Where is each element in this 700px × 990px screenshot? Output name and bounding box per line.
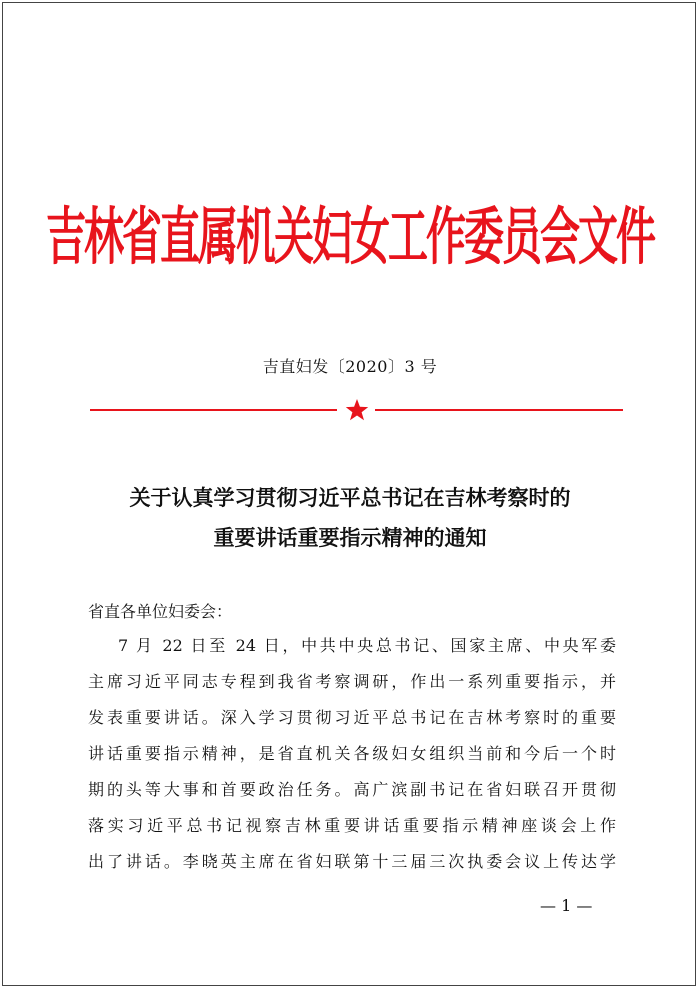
body-line: 主席习近平同志专程到我省考察调研，作出一系列重要指示，并 [88,672,616,691]
issuer-header: 吉林省直属机关妇女工作委员会文件 [46,202,654,274]
red-divider-right [375,409,623,411]
body-line: 期的头等大事和首要政治任务。高广滨副书记在省妇联召开贯彻 [88,780,616,799]
body-paragraph [88,628,616,880]
body-line: 发表重要讲话。深入学习贯彻习近平总书记在吉林考察时的重要 [88,708,616,727]
red-divider-left [90,409,337,411]
star-icon [345,398,369,422]
document-title-line-1: 关于认真学习贯彻习近平总书记在吉林考察时的 [129,485,571,510]
body-line: 7 月 22 日至 24 日，中共中央总书记、国家主席、中央军委 [118,636,616,655]
body-line: 出了讲话。李晓英主席在省妇联第十三届三次执委会议上传达学 [88,852,616,871]
page-number: — 1 — [540,896,593,915]
salutation: 省直各单位妇委会： [88,602,233,621]
document-number: 吉直妇发〔2020〕3 号 [262,357,438,376]
body-line: 讲话重要指示精神，是省直机关各级妇女组织当前和今后一个时 [88,744,616,763]
document-title-line-2: 重要讲话重要指示精神的通知 [213,525,487,550]
body-line: 落实习近平总书记视察吉林重要讲话重要指示精神座谈会上作 [88,816,616,835]
